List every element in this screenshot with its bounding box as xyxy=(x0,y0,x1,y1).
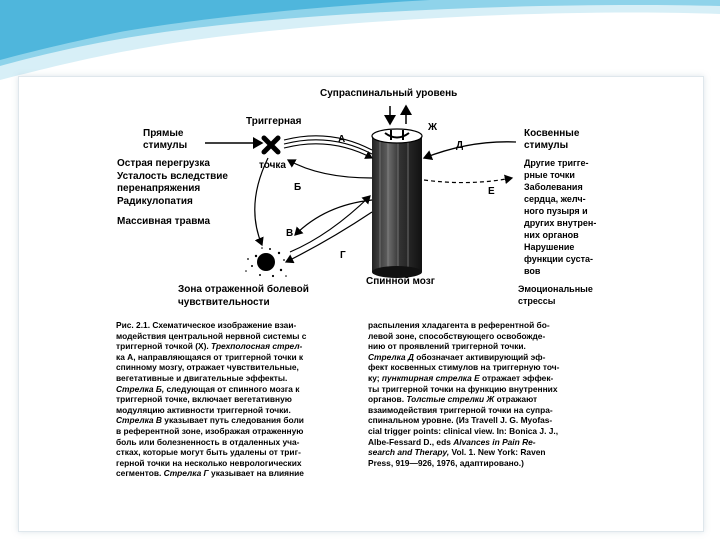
indirect-list-item: Другие тригге- xyxy=(524,158,589,168)
direct-list-item: Усталость вследствие xyxy=(117,171,228,182)
direct-stimuli-label-2: стимулы xyxy=(143,140,188,151)
indirect-list-item: Заболевания xyxy=(524,182,583,192)
direct-list-item: Острая перегрузка xyxy=(117,158,210,169)
emotional-stress-label-2: стрессы xyxy=(518,296,556,306)
indirect-stimuli-label-2: стимулы xyxy=(524,140,569,151)
arrow-d-label: Д xyxy=(456,140,464,151)
caption-figure-label: Рис. 2.1. xyxy=(116,320,151,330)
indirect-list-item: ного пузыря и xyxy=(524,206,588,216)
caption-right-column: распыления хладагента в референтной бо- левой зоне, способствующего освобожде- нию от проявлений триггерной точки. Стрелка Д обозначает активирующий эф- фект косвенных стимулов на триггерную точ- ку; пунктирная стрелка Е отражает эффек- ты триггерной точки на функцию внутренних органов. Толстые стрелки Ж отражают взаимодействия триггерной точки на супра- спинальном уровне. (Из Travell J. G. Myofas- cial trigger points: clinical view. In: Bonica J. J., Albe-Fessard D., eds Alvances in Pain Re- search and Therapy, Vol. 1. New York: Raven Press, 919—926, 1976, адаптировано.) xyxy=(368,320,560,468)
spinal-cord-cylinder xyxy=(372,129,422,278)
arrows-zh xyxy=(390,106,406,124)
emotional-stress-label-1: Эмоциональные xyxy=(518,284,593,294)
arrow-v-label: В xyxy=(286,228,294,239)
trigger-point-x xyxy=(264,138,278,152)
arrow-zh-label: Ж xyxy=(428,122,438,133)
supraspinal-label: Супраспинальный уровень xyxy=(320,88,458,99)
arrow-b-label: Б xyxy=(294,182,302,193)
trigger-point-label-2: точка xyxy=(259,160,286,171)
arrow-e xyxy=(424,178,512,183)
direct-stimuli-label-1: Прямые xyxy=(143,128,184,139)
indirect-list-item: рные точки xyxy=(524,170,575,180)
indirect-list-item: других внутрен- xyxy=(524,218,597,228)
arrow-e-label: Е xyxy=(488,186,495,197)
spinal-cord-label: Спинной мозг xyxy=(366,276,435,287)
referred-zone-label-2: чувствительности xyxy=(178,297,270,308)
arrow-d xyxy=(424,142,516,158)
arrow-a xyxy=(284,136,372,158)
referred-zone-blob xyxy=(245,247,287,277)
arrow-b xyxy=(288,160,372,178)
direct-list-item: Радикулопатия xyxy=(117,196,193,207)
arrow-g xyxy=(286,212,372,262)
trigger-point-label-1: Триггерная xyxy=(246,116,302,127)
direct-list-item: Массивная травма xyxy=(117,216,211,227)
indirect-stimuli-label-1: Косвенные xyxy=(524,128,580,139)
indirect-list-item: них органов xyxy=(524,230,579,240)
indirect-list-item: Нарушение xyxy=(524,242,575,252)
direct-list-item: перенапряжения xyxy=(117,183,201,194)
arrow-g-label: Г xyxy=(340,250,346,261)
indirect-list-item: сердца, желч- xyxy=(524,194,586,204)
indirect-list-item: функции суста- xyxy=(524,254,594,264)
caption-left-column: Рис. 2.1. Схематическое изображение взаи- модействия центральной нервной системы с триггерной точкой (X). Трехполосная стрел- ка А, направляющаяся от триггерной точки к спинному мозгу, отражает чувствительные, вегетативные и двигательные эффекты. Стрелка Б, следующая от спинного мозга к триггерной точке, включает вегетативную модуляцию активности триггерной точки. Стрелка В указывает путь следования боли в референтной зоне, изображая отраженную боль или болезненность в отдаленных уча- стках, которые могут быть удалены от триг- герной точки на несколько неврологических сегментов. Стрелка Г указывает на влияние xyxy=(116,320,307,479)
referred-zone-label-1: Зона отраженной болевой xyxy=(178,284,309,295)
indirect-list-item: вов xyxy=(524,266,541,276)
arrow-a-label: А xyxy=(338,134,346,145)
